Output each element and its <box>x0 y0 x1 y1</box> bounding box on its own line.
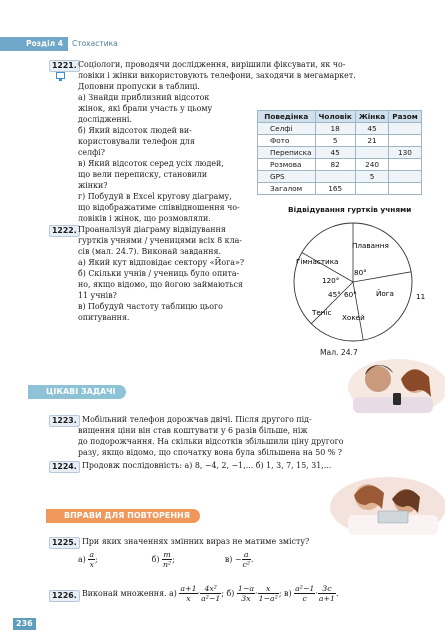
table-header-cell: Поведінка <box>258 111 316 123</box>
table-cell: 165 <box>315 183 355 195</box>
fraction: $\frac{x}{\text{1−a²}}$ <box>258 584 278 603</box>
computer-icon <box>56 72 65 82</box>
table-cell: Переписка <box>258 147 316 159</box>
label-tennis: Теніс <box>312 308 332 317</box>
table-cell: 18 <box>315 123 355 135</box>
section-title: Стохастика <box>71 39 118 48</box>
fraction: $\frac{m}{\text{n²}}$ <box>163 550 172 569</box>
table-cell: 240 <box>355 159 388 171</box>
task-c: жінки? <box>78 181 108 190</box>
label-swim: Плавання <box>352 241 389 250</box>
text-line: Проаналізуй діаграму відвідування <box>78 225 226 234</box>
text-line: Соціологи, проводячи дослідження, вирішили фіксувати, як чо- <box>78 60 346 69</box>
table-cell <box>389 159 422 171</box>
text-line: гуртків учнями / ученицями всіх 8 кла- <box>78 236 242 245</box>
table-header-cell: Разом <box>389 111 422 123</box>
pie-diagram <box>278 212 428 350</box>
task-c: що вели переписку, становили <box>78 170 208 179</box>
table-cell: 82 <box>315 159 355 171</box>
text-line: вищення ціни він став коштувати у 6 разів більше, ніж <box>78 426 308 435</box>
text-line: ловіки і жінки використовують телефони, заходячи в мегамаркет. <box>78 71 356 80</box>
text-line: Доповни пропуски в таблиці. <box>78 82 200 91</box>
table-cell: Загалом <box>258 183 316 195</box>
expression-row-1226: Виконай множення. а) $\frac{a+1}{x}$ · $\frac{\text{4x²}}{\text{a²−1}}$ ; б) $\frac{1-a}{3x}$ · $\frac{x}{\text{1−a²}}$ ; в) $\frac{\text{a²−1}}{c}$ · $\frac{3c}{a+1}$ . <box>82 584 339 603</box>
table-cell: 45 <box>355 123 388 135</box>
fraction: $\frac{3c}{a+1}$ <box>318 584 336 603</box>
fraction: $\frac{\text{4x²}}{\text{a²−1}}$ <box>201 584 221 603</box>
table-cell <box>389 135 422 147</box>
text-line: Продовж послідовність: а) 8, −4, 2, −1,... б) 1, 3, 7, 15, 31,... <box>82 461 332 470</box>
text-line: до подорожчання. На скільки відсотків збільшили ціну другого <box>78 437 344 446</box>
text-line: опитування. <box>78 313 130 322</box>
table-cell <box>389 123 422 135</box>
text-line: б) Скільки учнів / учениць було опита- <box>78 269 240 278</box>
task-a: а) Знайди приблизний відсоток <box>78 93 210 102</box>
task-b: користовували телефон для <box>78 137 195 146</box>
table-cell: 45 <box>315 147 355 159</box>
table-cell <box>355 183 388 195</box>
table-row <box>258 147 422 159</box>
text-line: сів (мал. 24.7). Виконай завдання. <box>78 247 221 256</box>
label-hockey: Хокей <box>342 313 365 322</box>
photo-girls-with-phone <box>343 357 445 413</box>
text-line: в) Побудуй частоту таблицю цього <box>78 302 223 311</box>
task-a: жінок, які брали участь у цьому <box>78 104 213 113</box>
figure-caption: Мал. 24.7 <box>320 348 358 357</box>
task-d: г) Побудуй в Excel кругову діаграму, <box>78 192 232 201</box>
page-header <box>0 37 118 51</box>
fraction: $\frac{a+1}{x}$ <box>180 584 197 603</box>
table-cell: Розмова <box>258 159 316 171</box>
exercise-number-1226: 1226. <box>49 590 80 602</box>
task-b: б) Який відсоток людей ви- <box>78 126 192 135</box>
photo-girls-with-laptop <box>318 475 445 535</box>
text-line: Мобільний телефон дорожчав двічі. Після другого під- <box>82 415 312 424</box>
expression-row-1225: а) $\frac{a}{x}$ ; б) $\frac{m}{\text{n²}}$ ; в) − $\frac{a}{\text{c²}}$ . <box>78 550 254 569</box>
table-row <box>258 183 422 195</box>
fraction: $\frac{\text{a²−1}}{c}$ <box>295 584 315 603</box>
table-cell: Селфі <box>258 123 316 135</box>
table-cell: 5 <box>315 135 355 147</box>
fraction: $\frac{a}{x}$ <box>89 550 94 569</box>
table-row <box>258 135 422 147</box>
text-line: разу, якщо відомо, що спочатку вона була збільшена на 50 % ? <box>78 448 342 457</box>
table-cell <box>389 171 422 183</box>
text-line: но, якщо відомо, що йогою займаються <box>78 280 243 289</box>
text-line: 11 учнів? <box>78 291 117 300</box>
fraction: $\frac{1-a}{3x}$ <box>237 584 255 603</box>
banner-review-exercises: ВПРАВИ ДЛЯ ПОВТОРЕННЯ <box>46 509 200 523</box>
item-label: в) <box>284 589 292 598</box>
table-row <box>258 159 422 171</box>
table-cell <box>389 183 422 195</box>
exercise-number-1222: 1222. <box>49 225 80 237</box>
exercise-number-1224: 1224. <box>49 461 80 473</box>
item-label: б) <box>226 589 235 598</box>
section-label: Розділ 4 <box>0 37 68 51</box>
item-label: а) <box>169 589 177 598</box>
label-angle-60: 60° <box>344 290 357 299</box>
table-cell <box>315 171 355 183</box>
text-line: При яких значеннях змінних вираз не матиме змісту? <box>82 537 310 546</box>
table-cell: 21 <box>355 135 388 147</box>
label-yoga: Йога <box>376 289 394 298</box>
text-line: а) Який кут відповідає сектору «Йога»? <box>78 258 245 267</box>
label-eleven: 11 <box>416 292 426 301</box>
table-header-cell: Жінка <box>355 111 388 123</box>
table-cell: 5 <box>355 171 388 183</box>
label-angle-120: 120° <box>322 276 340 285</box>
task-b: селфі? <box>78 148 106 157</box>
pie-title: Відвідування гуртків учнями <box>288 205 412 214</box>
task-a: дослідженні. <box>78 115 132 124</box>
table-cell: GPS <box>258 171 316 183</box>
behavior-table <box>257 110 422 195</box>
label-angle-80: 80° <box>354 268 367 277</box>
table-header-row <box>258 111 422 123</box>
task-c: в) Який відсоток серед усіх людей, <box>78 159 224 168</box>
item-label: в) <box>224 555 233 564</box>
table-header-cell: Чоловік <box>315 111 355 123</box>
task-d: що відображатиме співвідношення чо- <box>78 203 240 212</box>
task-d: ловіків і жінок, що розмовляли. <box>78 214 211 223</box>
table-row <box>258 123 422 135</box>
fraction: $\frac{a}{\text{c²}}$ <box>242 550 250 569</box>
label-gym: Гімнастика <box>296 257 339 266</box>
table-cell: Фото <box>258 135 316 147</box>
table-cell <box>355 147 388 159</box>
item-label: б) <box>151 555 160 564</box>
table-row <box>258 171 422 183</box>
table-cell: 130 <box>389 147 422 159</box>
item-label: а) <box>78 555 86 564</box>
label-angle-45: 45° <box>328 290 341 299</box>
exercise-number-1223: 1223. <box>49 415 80 427</box>
exercise-number-1221: 1221. <box>49 60 80 72</box>
page-number: 236 <box>13 618 36 630</box>
exercise-number-1225: 1225. <box>49 537 80 549</box>
banner-interesting-tasks: ЦІКАВІ ЗАДАЧІ <box>28 385 126 399</box>
